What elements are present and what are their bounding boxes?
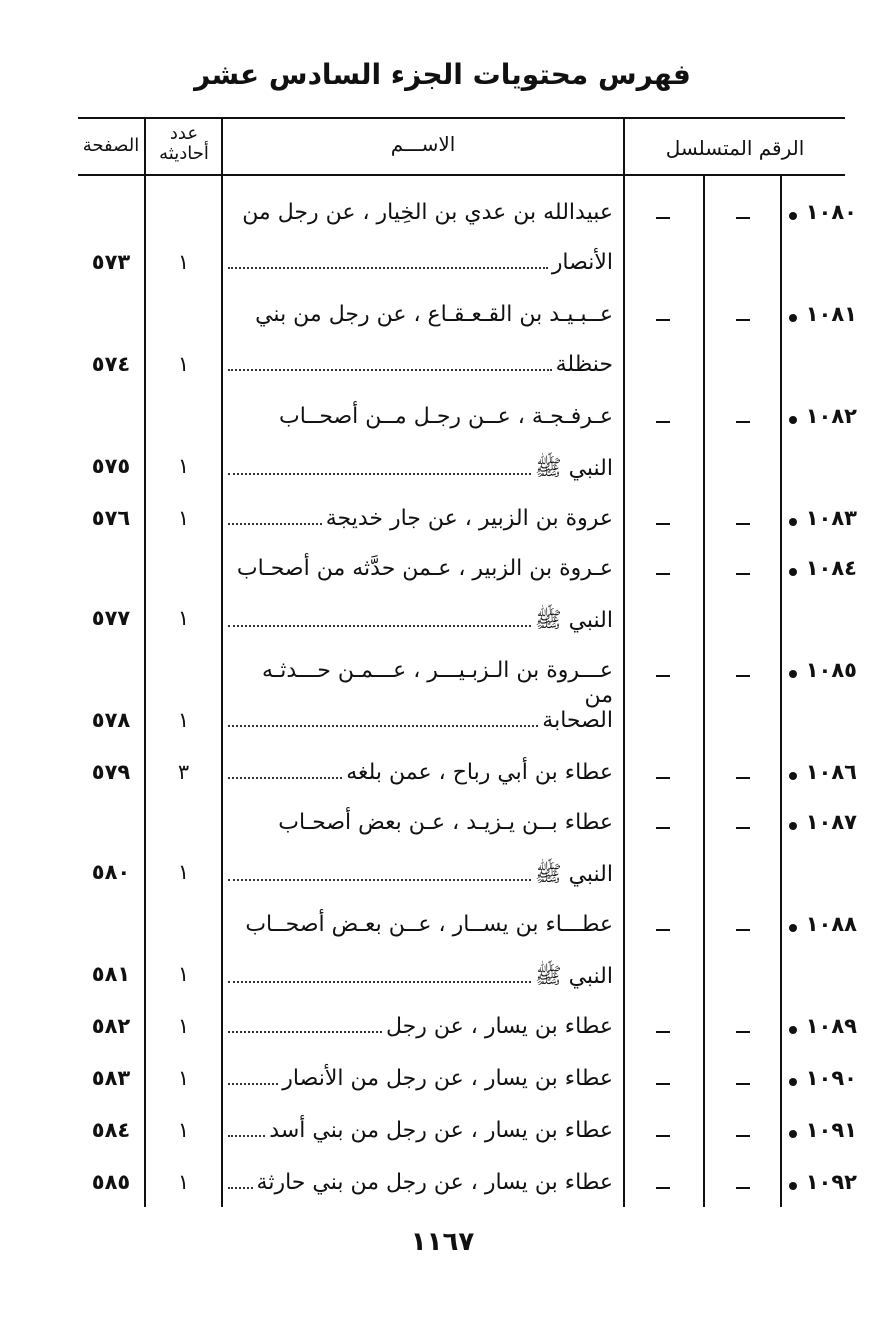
empty-cell-dash	[656, 929, 670, 931]
leader-dots	[228, 776, 342, 779]
column-divider	[221, 117, 223, 1207]
leader-dots	[228, 878, 531, 881]
leader-dots	[228, 1030, 382, 1033]
narrator-name-text: النبي ﷺ	[535, 456, 613, 481]
leader-dots	[228, 724, 538, 727]
bullet-icon	[789, 924, 797, 932]
empty-cell-dash	[656, 675, 670, 677]
serial-number: ١٠٨٨	[805, 912, 857, 936]
empty-cell-dash	[656, 827, 670, 829]
leader-dots	[228, 980, 531, 983]
leader-dots	[228, 624, 531, 627]
page-ref: ٥٧٣	[91, 250, 131, 274]
narrator-name-line	[228, 1118, 613, 1143]
narrator-name-text: عروة بن الزبير ، عن جار خديجة	[325, 506, 613, 531]
serial-number: ١٠٨٧	[805, 810, 857, 834]
bullet-icon	[789, 314, 797, 322]
empty-cell-dash	[656, 1031, 670, 1033]
leader-dots	[228, 1186, 253, 1189]
hadith-count: ١	[177, 962, 190, 986]
bullet-icon	[789, 1182, 797, 1190]
bullet-icon	[789, 1078, 797, 1086]
bullet-icon	[789, 518, 797, 526]
page-ref: ٥٨٣	[91, 1066, 131, 1090]
page-ref: ٥٨٠	[91, 860, 131, 884]
bullet-icon	[789, 416, 797, 424]
narrator-name-text: النبي ﷺ	[535, 608, 613, 633]
narrator-name-text: حنظلة	[555, 352, 613, 377]
hadith-count: ١	[177, 250, 190, 274]
hadith-count: ٣	[177, 760, 190, 784]
bullet-icon	[789, 568, 797, 576]
hadith-count: ١	[177, 352, 190, 376]
column-header-count-line2: أحاديثه	[159, 143, 209, 164]
serial-number: ١٠٨٥	[805, 658, 857, 682]
page-number: ١١٦٧	[410, 1227, 475, 1257]
page-ref: ٥٨١	[91, 962, 131, 986]
leader-dots	[228, 368, 552, 371]
page-ref: ٥٧٩	[91, 760, 131, 784]
bullet-icon	[789, 1026, 797, 1034]
header-bottom-rule	[78, 174, 845, 176]
narrator-name-line1: عــبـيـد بن القـعـقـاع ، عن رجل من بني	[255, 302, 613, 327]
narrator-name-line1: عطـــاء بن يســار ، عــن بعـض أصحــاب	[245, 912, 613, 937]
bullet-icon	[789, 670, 797, 678]
hadith-count: ١	[177, 708, 190, 732]
hadith-count: ١	[177, 454, 190, 478]
serial-number: ١٠٨٦	[805, 760, 857, 784]
narrator-name-line	[228, 506, 613, 531]
column-divider	[703, 176, 705, 1207]
empty-cell-dash	[736, 421, 750, 423]
narrator-name-line1: عبيدالله بن عدي بن الخِيار ، عن رجل من	[242, 200, 613, 225]
empty-cell-dash	[656, 1083, 670, 1085]
bullet-icon	[789, 1130, 797, 1138]
empty-cell-dash	[656, 319, 670, 321]
narrator-name-line1: عـروة بن الزبير ، عـمن حدَّثه من أصحـاب	[236, 556, 613, 581]
narrator-name-line1: عطاء بــن يـزيـد ، عـن بعض أصحـاب	[278, 810, 613, 835]
empty-cell-dash	[736, 827, 750, 829]
narrator-name-line1: عـرفـجـة ، عــن رجـل مــن أصحــاب	[279, 404, 613, 429]
empty-cell-dash	[736, 929, 750, 931]
narrator-name-line	[228, 860, 613, 892]
narrator-name-line	[228, 352, 613, 377]
hadith-count: ١	[177, 1066, 190, 1090]
empty-cell-dash	[656, 1187, 670, 1189]
page-ref: ٥٨٢	[91, 1014, 131, 1038]
hadith-count: ١	[177, 860, 190, 884]
narrator-name-text: عطاء بن يسار ، عن رجل من بني أسد	[269, 1118, 613, 1143]
hadith-count: ١	[177, 1170, 190, 1194]
empty-cell-dash	[656, 777, 670, 779]
page-ref: ٥٧٦	[91, 506, 131, 530]
narrator-name-line	[228, 454, 613, 486]
column-header-name: الاســـم	[390, 132, 456, 156]
serial-number: ١٠٨٤	[805, 556, 857, 580]
bullet-icon	[789, 822, 797, 830]
column-header-serial: الرقم المتسلسل	[665, 136, 805, 160]
narrator-name-line	[228, 1170, 613, 1195]
serial-number: ١٠٨٠	[805, 200, 857, 224]
empty-cell-dash	[736, 777, 750, 779]
narrator-name-text: الأنصار	[551, 250, 613, 275]
empty-cell-dash	[736, 217, 750, 219]
leader-dots	[228, 522, 322, 525]
narrator-name-text: عطاء بن يسار ، عن رجل من الأنصار	[282, 1066, 613, 1091]
bullet-icon	[789, 772, 797, 780]
column-divider	[623, 117, 625, 1207]
column-header-count-line1: عدد	[169, 123, 199, 144]
narrator-name-text: النبي ﷺ	[535, 862, 613, 887]
serial-number: ١٠٩٢	[805, 1170, 857, 1194]
column-divider	[144, 117, 146, 1207]
empty-cell-dash	[656, 421, 670, 423]
narrator-name-line	[228, 250, 613, 275]
serial-number: ١٠٩٠	[805, 1066, 857, 1090]
bullet-icon	[789, 212, 797, 220]
page-title: فهرس محتويات الجزء السادس عشر	[194, 58, 691, 91]
page-ref: ٥٨٥	[91, 1170, 131, 1194]
empty-cell-dash	[736, 1031, 750, 1033]
hadith-count: ١	[177, 1014, 190, 1038]
narrator-name-line	[228, 606, 613, 638]
narrator-name-text: عطاء بن يسار ، عن رجل	[386, 1014, 613, 1039]
serial-number: ١٠٩١	[805, 1118, 857, 1142]
page-ref: ٥٧٤	[91, 352, 131, 376]
empty-cell-dash	[736, 319, 750, 321]
column-divider	[780, 176, 782, 1207]
narrator-name-text: الصحابة	[542, 708, 613, 733]
empty-cell-dash	[656, 1135, 670, 1137]
leader-dots	[228, 266, 548, 269]
header-top-rule	[78, 117, 845, 119]
serial-number: ١٠٨٣	[805, 506, 857, 530]
empty-cell-dash	[656, 217, 670, 219]
narrator-name-line	[228, 708, 613, 733]
narrator-name-text: عطاء بن يسار ، عن رجل من بني حارثة	[256, 1170, 613, 1195]
narrator-name-line	[228, 760, 613, 785]
empty-cell-dash	[656, 523, 670, 525]
empty-cell-dash	[736, 675, 750, 677]
leader-dots	[228, 1134, 265, 1137]
column-header-count	[146, 124, 222, 164]
leader-dots	[228, 1082, 278, 1085]
serial-number: ١٠٨٩	[805, 1014, 857, 1038]
empty-cell-dash	[736, 1187, 750, 1189]
column-header-page: الصفحة	[82, 135, 140, 156]
empty-cell-dash	[656, 573, 670, 575]
page-ref: ٥٧٥	[91, 454, 131, 478]
page-ref: ٥٨٤	[91, 1118, 131, 1142]
hadith-count: ١	[177, 506, 190, 530]
narrator-name-text: عطاء بن أبي رباح ، عمن بلغه	[346, 760, 613, 785]
empty-cell-dash	[736, 523, 750, 525]
narrator-name-line	[228, 1066, 613, 1091]
hadith-count: ١	[177, 1118, 190, 1142]
leader-dots	[228, 472, 531, 475]
serial-number: ١٠٨٢	[805, 404, 857, 428]
narrator-name-line	[228, 1014, 613, 1039]
serial-number: ١٠٨١	[805, 302, 857, 326]
narrator-name-line1: عـــروة بن الـزبـيـــر ، عـــمـن حـــدثـه من	[262, 658, 613, 708]
narrator-name-line	[228, 962, 613, 994]
page-ref: ٥٧٧	[91, 606, 131, 630]
page-ref: ٥٧٨	[91, 708, 131, 732]
empty-cell-dash	[736, 1083, 750, 1085]
hadith-count: ١	[177, 606, 190, 630]
empty-cell-dash	[736, 1135, 750, 1137]
empty-cell-dash	[736, 573, 750, 575]
narrator-name-text: النبي ﷺ	[535, 964, 613, 989]
